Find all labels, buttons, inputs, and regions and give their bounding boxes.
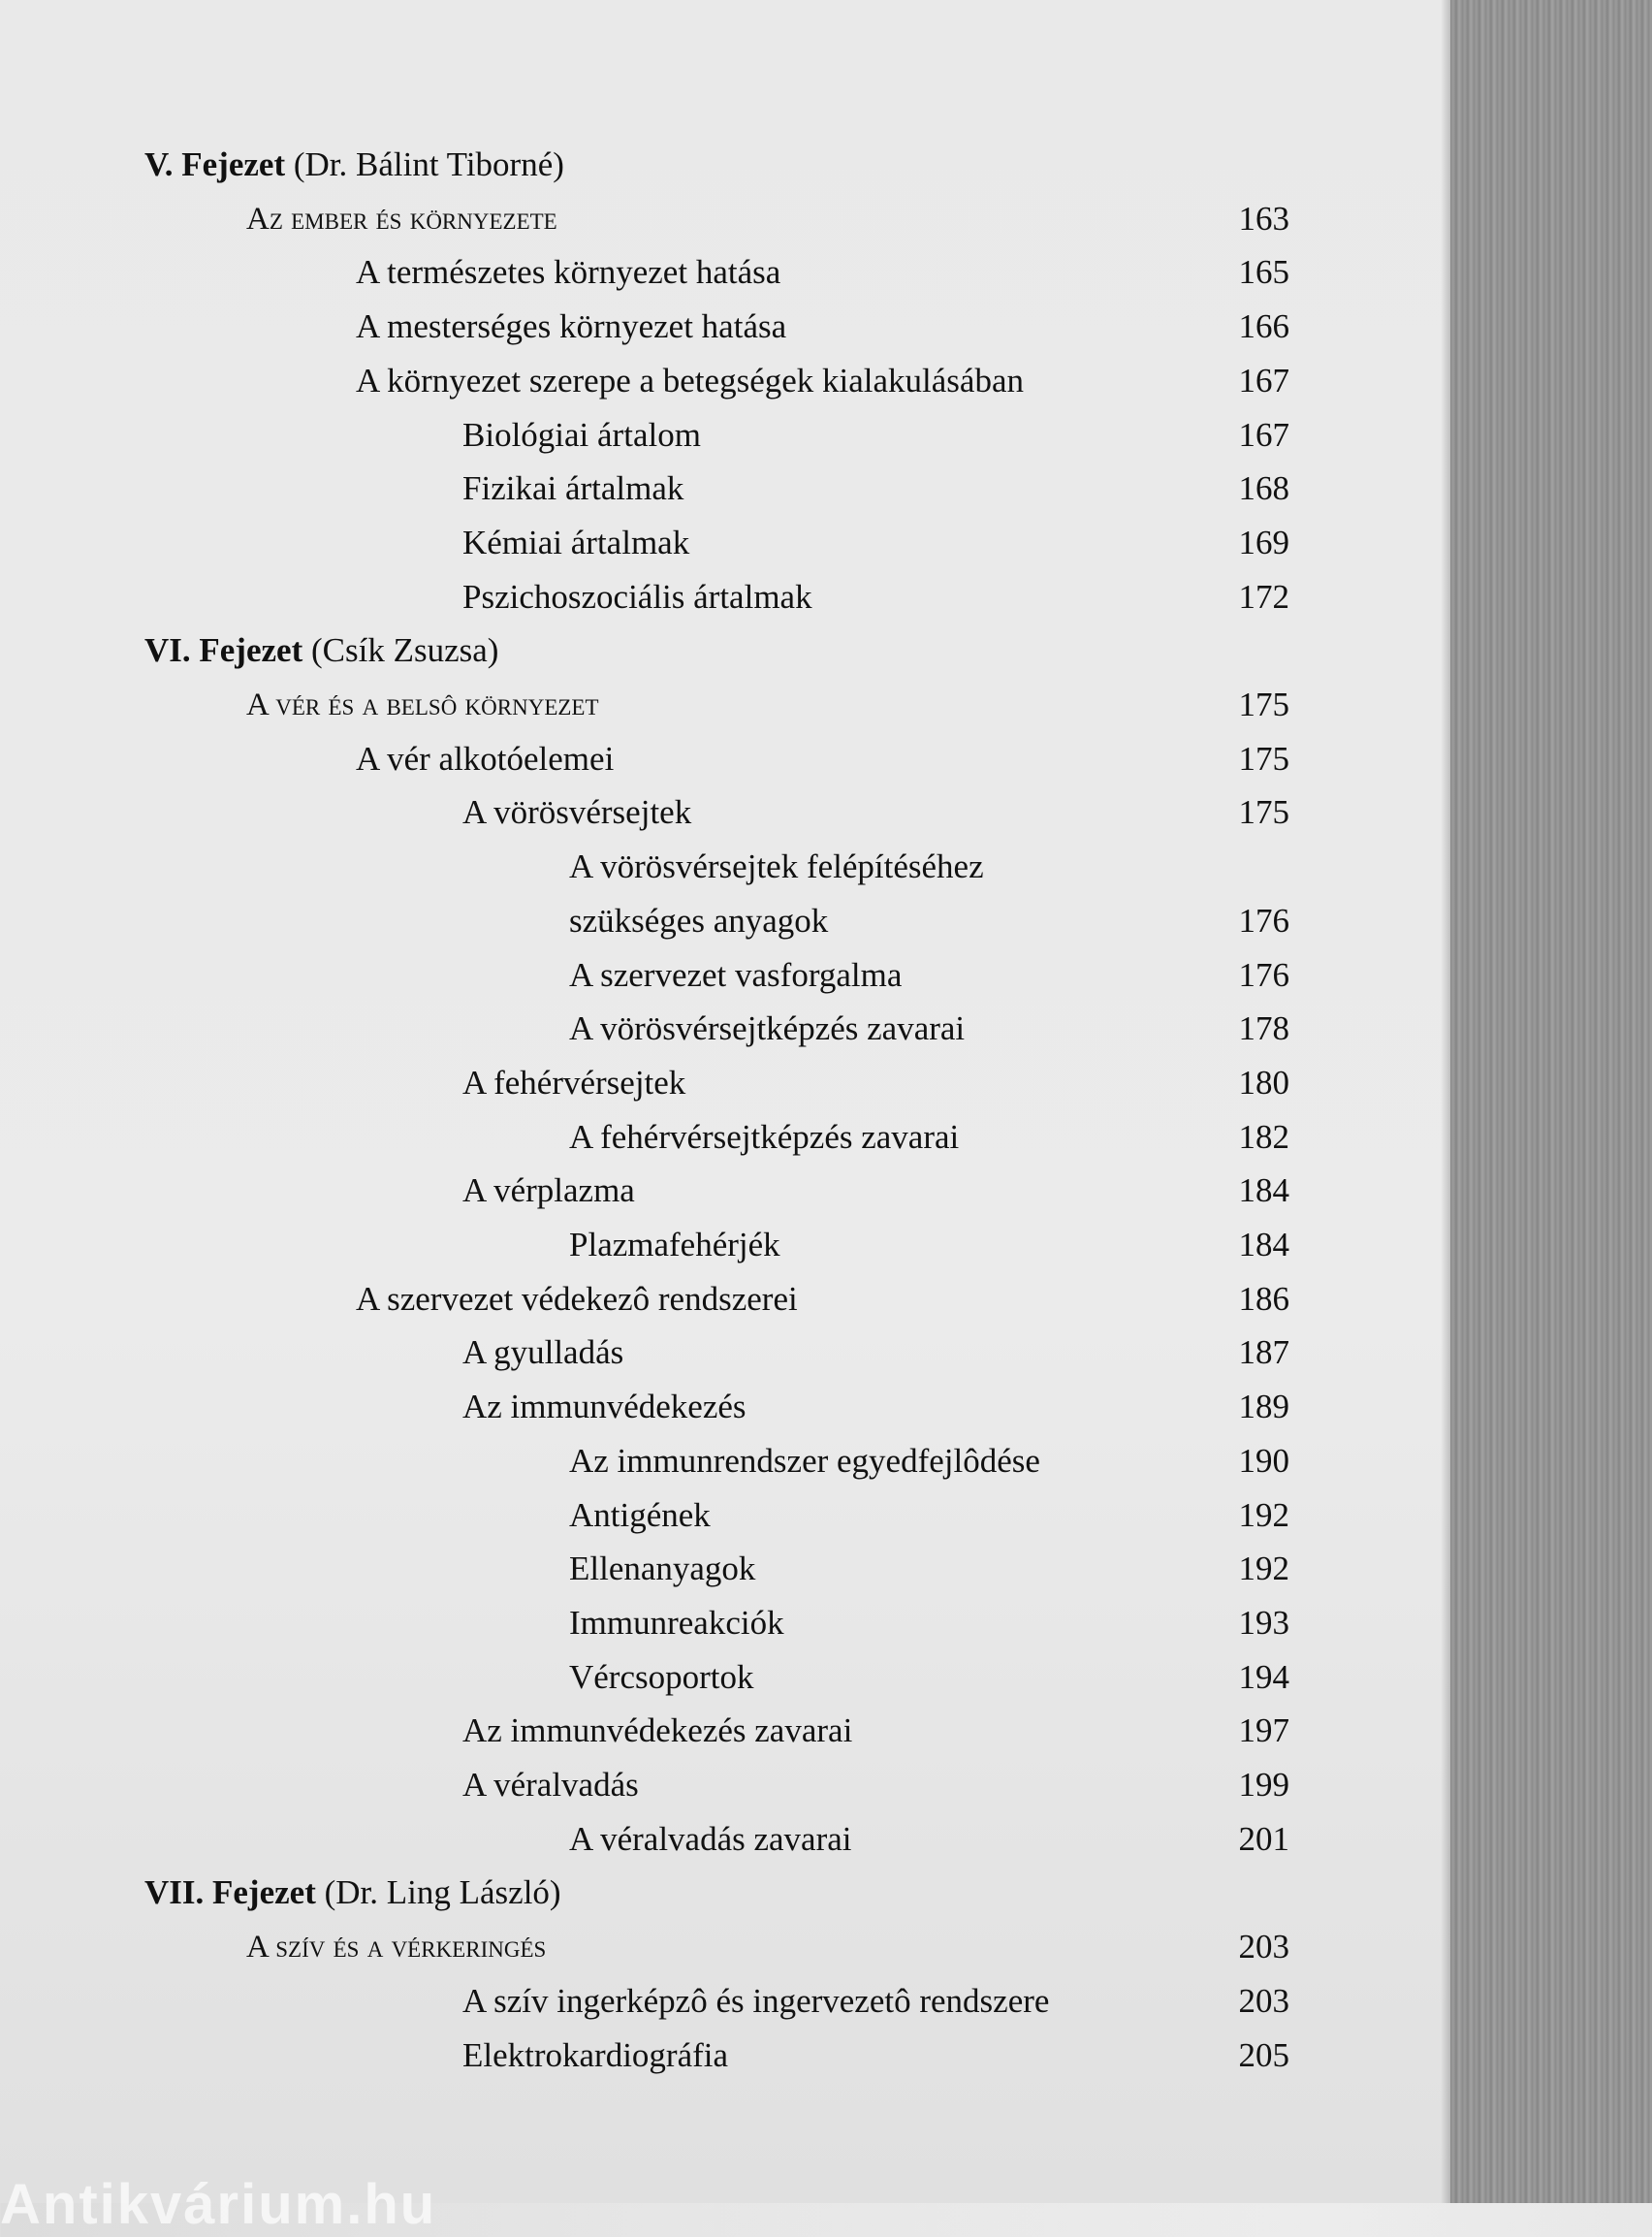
toc-page-number: 197 bbox=[1238, 1711, 1289, 1750]
toc-page-number: 192 bbox=[1238, 1550, 1289, 1588]
toc-entry bbox=[0, 1218, 1289, 1272]
toc-entry bbox=[0, 245, 1289, 300]
toc-page-number: 187 bbox=[1238, 1333, 1289, 1372]
watermark: Antikvárium.hu bbox=[0, 2173, 437, 2236]
toc-entry bbox=[0, 1110, 1289, 1165]
toc-entry-title: A véralvadás zavarai bbox=[569, 1819, 852, 1858]
toc-entry bbox=[0, 354, 1289, 408]
toc-entry bbox=[0, 1326, 1289, 1380]
toc-entry bbox=[0, 138, 1289, 192]
toc-entry bbox=[0, 623, 1289, 678]
chapter-author: (Dr. Ling László) bbox=[315, 1873, 561, 1912]
toc-entry-title: Antigének bbox=[569, 1495, 711, 1534]
toc-entry bbox=[0, 2029, 1289, 2083]
toc-page-number: 175 bbox=[1238, 739, 1289, 778]
toc-entry-title: A vér és a belsô környezet bbox=[246, 687, 599, 722]
toc-entry bbox=[0, 894, 1289, 948]
toc-page-number: 175 bbox=[1238, 686, 1289, 723]
toc-entry bbox=[0, 408, 1289, 463]
toc-page-number: 175 bbox=[1238, 793, 1289, 832]
toc-entry-title: A szív ingerképzô és ingervezetô rendszere bbox=[462, 1981, 1050, 2020]
toc-page-number: 201 bbox=[1238, 1819, 1289, 1858]
toc-entry-title: Az ember és környezete bbox=[246, 201, 557, 237]
toc-entry-title: A véralvadás bbox=[462, 1766, 639, 1804]
toc-entry bbox=[0, 1542, 1289, 1596]
toc-entry-title: A szervezet védekezô rendszerei bbox=[356, 1279, 798, 1318]
toc-page-number: 166 bbox=[1238, 307, 1289, 346]
toc-entry bbox=[0, 948, 1289, 1003]
toc-page-number: 167 bbox=[1238, 415, 1289, 454]
toc-page-number: 199 bbox=[1238, 1766, 1289, 1804]
toc-entry bbox=[0, 732, 1289, 786]
toc-page-number: 192 bbox=[1238, 1495, 1289, 1534]
toc-entry bbox=[0, 678, 1289, 732]
chapter-number: VI. Fejezet bbox=[144, 631, 303, 670]
toc-entry bbox=[0, 785, 1289, 840]
toc-entry-title: A környezet szerepe a betegségek kialakulásában bbox=[356, 361, 1024, 399]
toc-page-number: 176 bbox=[1238, 901, 1289, 940]
toc-entry-title: Az immunvédekezés zavarai bbox=[462, 1711, 853, 1750]
toc-entry bbox=[0, 840, 1289, 894]
toc-page-number: 194 bbox=[1238, 1657, 1289, 1696]
toc-entry-title: Fizikai ártalmak bbox=[462, 469, 684, 508]
toc-page-number: 189 bbox=[1238, 1388, 1289, 1426]
toc-page-number: 165 bbox=[1238, 253, 1289, 292]
toc-entry-title: szükséges anyagok bbox=[569, 901, 829, 940]
toc-entry-title: Elektrokardiográfia bbox=[462, 2035, 729, 2074]
toc-page-number: 203 bbox=[1238, 1928, 1289, 1966]
toc-entry bbox=[0, 1002, 1289, 1056]
toc-entry bbox=[0, 192, 1289, 246]
toc-entry bbox=[0, 1596, 1289, 1650]
toc-entry bbox=[0, 1974, 1289, 2029]
toc-entry-title: Vércsoportok bbox=[569, 1657, 754, 1696]
toc-page-number: 182 bbox=[1238, 1117, 1289, 1156]
chapter-author: (Csík Zsuzsa) bbox=[302, 631, 499, 670]
toc-entry-title bbox=[144, 138, 564, 192]
toc-page-number: 184 bbox=[1238, 1171, 1289, 1210]
toc-entry bbox=[0, 300, 1289, 354]
toc-entry-title: Immunreakciók bbox=[569, 1603, 784, 1642]
toc-page-number: 176 bbox=[1238, 955, 1289, 994]
toc-entry bbox=[0, 1812, 1289, 1867]
toc-entry bbox=[0, 1380, 1289, 1434]
chapter-number: V. Fejezet bbox=[144, 145, 286, 183]
toc-entry-title: A vörösvérsejtek bbox=[462, 793, 692, 832]
toc-entry bbox=[0, 1272, 1289, 1326]
toc-entry bbox=[0, 1056, 1289, 1110]
toc-entry bbox=[0, 1434, 1289, 1488]
toc-entry bbox=[0, 1164, 1289, 1218]
toc-entry bbox=[0, 516, 1289, 570]
toc-entry-title: Biológiai ártalom bbox=[462, 415, 701, 454]
toc-page-number: 178 bbox=[1238, 1009, 1289, 1048]
toc-entry bbox=[0, 462, 1289, 516]
toc-entry-title: Pszichoszociális ártalmak bbox=[462, 577, 812, 616]
toc-entry bbox=[0, 1488, 1289, 1543]
toc-entry-title bbox=[144, 623, 498, 678]
toc-page-number: 163 bbox=[1238, 199, 1289, 238]
toc-entry-title: A vörösvérsejtképzés zavarai bbox=[569, 1009, 966, 1048]
toc-page-number: 184 bbox=[1238, 1226, 1289, 1263]
toc-entry-title: A gyulladás bbox=[462, 1333, 624, 1372]
toc-entry bbox=[0, 1866, 1289, 1920]
toc-entry-title: A fehérvérsejtek bbox=[462, 1063, 686, 1102]
toc-page-number: 190 bbox=[1238, 1441, 1289, 1480]
toc-entry-title bbox=[144, 1866, 561, 1920]
toc-page-number: 168 bbox=[1238, 469, 1289, 508]
toc-entry-title: Plazmafehérjék bbox=[569, 1226, 780, 1263]
toc-entry bbox=[0, 1704, 1289, 1758]
toc-page-number: 180 bbox=[1238, 1063, 1289, 1102]
toc-entry-title: Az immunrendszer egyedfejlôdése bbox=[569, 1441, 1040, 1480]
toc-page-number: 167 bbox=[1238, 361, 1289, 399]
chapter-author: (Dr. Bálint Tiborné) bbox=[285, 145, 564, 183]
background-surface bbox=[1450, 0, 1652, 2203]
toc-entry bbox=[0, 1920, 1289, 1974]
toc-page-number: 172 bbox=[1238, 577, 1289, 616]
toc-page-number: 203 bbox=[1238, 1981, 1289, 2020]
toc-entry-title: A vér alkotóelemei bbox=[356, 739, 615, 778]
toc-entry-title: A vörösvérsejtek felépítéséhez bbox=[569, 847, 984, 886]
toc-entry bbox=[0, 570, 1289, 624]
toc-entry-title: A mesterséges környezet hatása bbox=[356, 307, 787, 346]
toc-page-number: 205 bbox=[1238, 2035, 1289, 2074]
toc-entry-title: A vérplazma bbox=[462, 1171, 635, 1210]
toc-entry bbox=[0, 1758, 1289, 1812]
toc-entry-title: A természetes környezet hatása bbox=[356, 253, 781, 292]
toc-entry-title: Kémiai ártalmak bbox=[462, 523, 690, 561]
toc-page-number: 193 bbox=[1238, 1603, 1289, 1642]
chapter-number: VII. Fejezet bbox=[144, 1873, 316, 1912]
toc-entry-title: A szív és a vérkeringés bbox=[246, 1930, 547, 1965]
toc-entry-title: Ellenanyagok bbox=[569, 1550, 756, 1588]
toc-page-number: 186 bbox=[1238, 1279, 1289, 1318]
toc-entry-title: A szervezet vasforgalma bbox=[569, 955, 903, 994]
toc-entry-title: A fehérvérsejtképzés zavarai bbox=[569, 1117, 960, 1156]
toc-entry-title: Az immunvédekezés bbox=[462, 1388, 747, 1426]
toc-entry bbox=[0, 1650, 1289, 1705]
toc-page-number: 169 bbox=[1238, 523, 1289, 561]
